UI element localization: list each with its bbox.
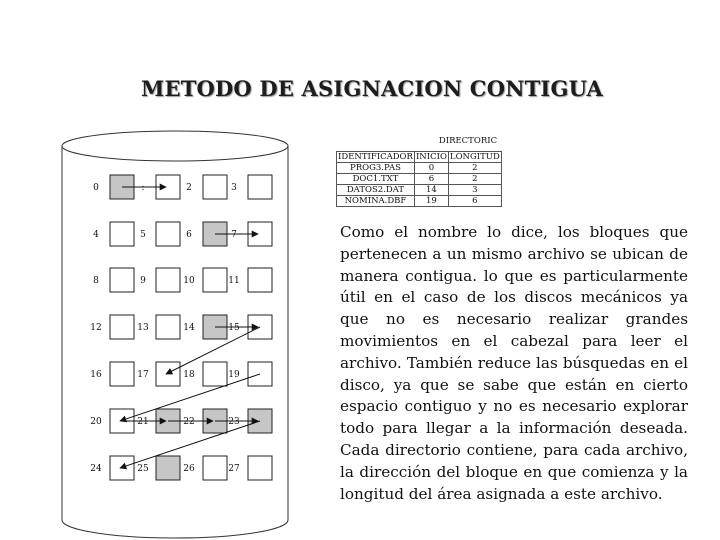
block-number: 22 xyxy=(183,417,195,427)
directory-cell: 6 xyxy=(448,196,501,207)
block-number: 9 xyxy=(140,276,146,286)
block-box xyxy=(156,222,180,246)
block-box xyxy=(110,222,134,246)
directory-row xyxy=(337,185,502,196)
block-number: 16 xyxy=(90,370,102,380)
directory-cell: 2 xyxy=(448,163,501,174)
directory-cell: 6 xyxy=(414,174,448,185)
directory-cell: 19 xyxy=(414,196,448,207)
block-box xyxy=(110,315,134,339)
directory-cell: 2 xyxy=(448,174,501,185)
directory-header-row xyxy=(337,152,502,163)
block-number: 10 xyxy=(183,276,195,286)
block-number: 5 xyxy=(140,230,146,240)
block-number: 4 xyxy=(93,230,99,240)
directory-header-cell: IDENTIFICADOR xyxy=(338,152,413,162)
block-number: 21 xyxy=(137,417,149,427)
block-number: 17 xyxy=(137,370,149,380)
block-box xyxy=(156,362,180,386)
block-box xyxy=(248,456,272,480)
block-box xyxy=(110,456,134,480)
block-number: : xyxy=(141,183,145,193)
block-box xyxy=(110,268,134,292)
block-box xyxy=(203,362,227,386)
block-box xyxy=(248,268,272,292)
block-number: 24 xyxy=(90,464,102,474)
block-number: 18 xyxy=(183,370,195,380)
block-number: 2 xyxy=(186,183,192,193)
block-number: 7 xyxy=(231,230,237,240)
block-box xyxy=(156,315,180,339)
block-number: 8 xyxy=(93,276,99,286)
block-box xyxy=(203,456,227,480)
block-number: 15 xyxy=(228,323,240,333)
directory-caption: DIRECTORIC xyxy=(438,136,498,146)
directory-header-cell: INICIO xyxy=(415,152,447,162)
directory-cell: NOMINA.DBF xyxy=(337,196,415,207)
block-number: 3 xyxy=(231,183,237,193)
block-number: 13 xyxy=(137,323,149,333)
block-box xyxy=(248,175,272,199)
block-number: 19 xyxy=(228,370,240,380)
allocated-block-box xyxy=(156,456,180,480)
directory-cell: 3 xyxy=(448,185,501,196)
directory-cell: DOC1.TXT xyxy=(337,174,415,185)
block-number: 27 xyxy=(228,464,240,474)
block-box xyxy=(203,268,227,292)
block-number: 20 xyxy=(90,417,102,427)
block-number: 6 xyxy=(186,230,192,240)
directory-cell: 14 xyxy=(414,185,448,196)
block-number: 12 xyxy=(90,323,102,333)
directory-header-cell: LONGITUD xyxy=(449,152,500,162)
directory-row xyxy=(337,163,502,174)
directory-cell: DATOS2.DAT xyxy=(337,185,415,196)
directory-row xyxy=(337,196,502,207)
block-number: 0 xyxy=(93,183,99,193)
block-number: 23 xyxy=(228,417,240,427)
block-box xyxy=(110,362,134,386)
directory-cell: 0 xyxy=(414,163,448,174)
directory-row xyxy=(337,174,502,185)
disk-top xyxy=(62,131,288,161)
block-number: 25 xyxy=(137,464,149,474)
block-number: 11 xyxy=(228,276,240,286)
directory-cell: PROG3.PAS xyxy=(337,163,415,174)
page-title: METODO DE ASIGNACION CONTIGUA xyxy=(141,76,603,101)
block-box xyxy=(156,268,180,292)
description-text: Como el nombre lo dice, los bloques que pertenecen a un mismo archivo se ubican de manera contigua. lo que es particularmente útil en el caso de los discos mecánicos ya que no es necesario realizar grandes movimientos en el cabezal para leer el archivo. También reduce las búsquedas en el disco, ya que se sabe que están en cierto espacio contiguo y no es necesario explorar todo para llegar a la información deseada. Cada directorio contiene, para cada archivo, la dirección del bloque en que comienza y la longitud del área asignada a este archivo. xyxy=(340,223,688,503)
block-box xyxy=(203,175,227,199)
block-number: 26 xyxy=(183,464,195,474)
block-number: 14 xyxy=(183,323,195,333)
